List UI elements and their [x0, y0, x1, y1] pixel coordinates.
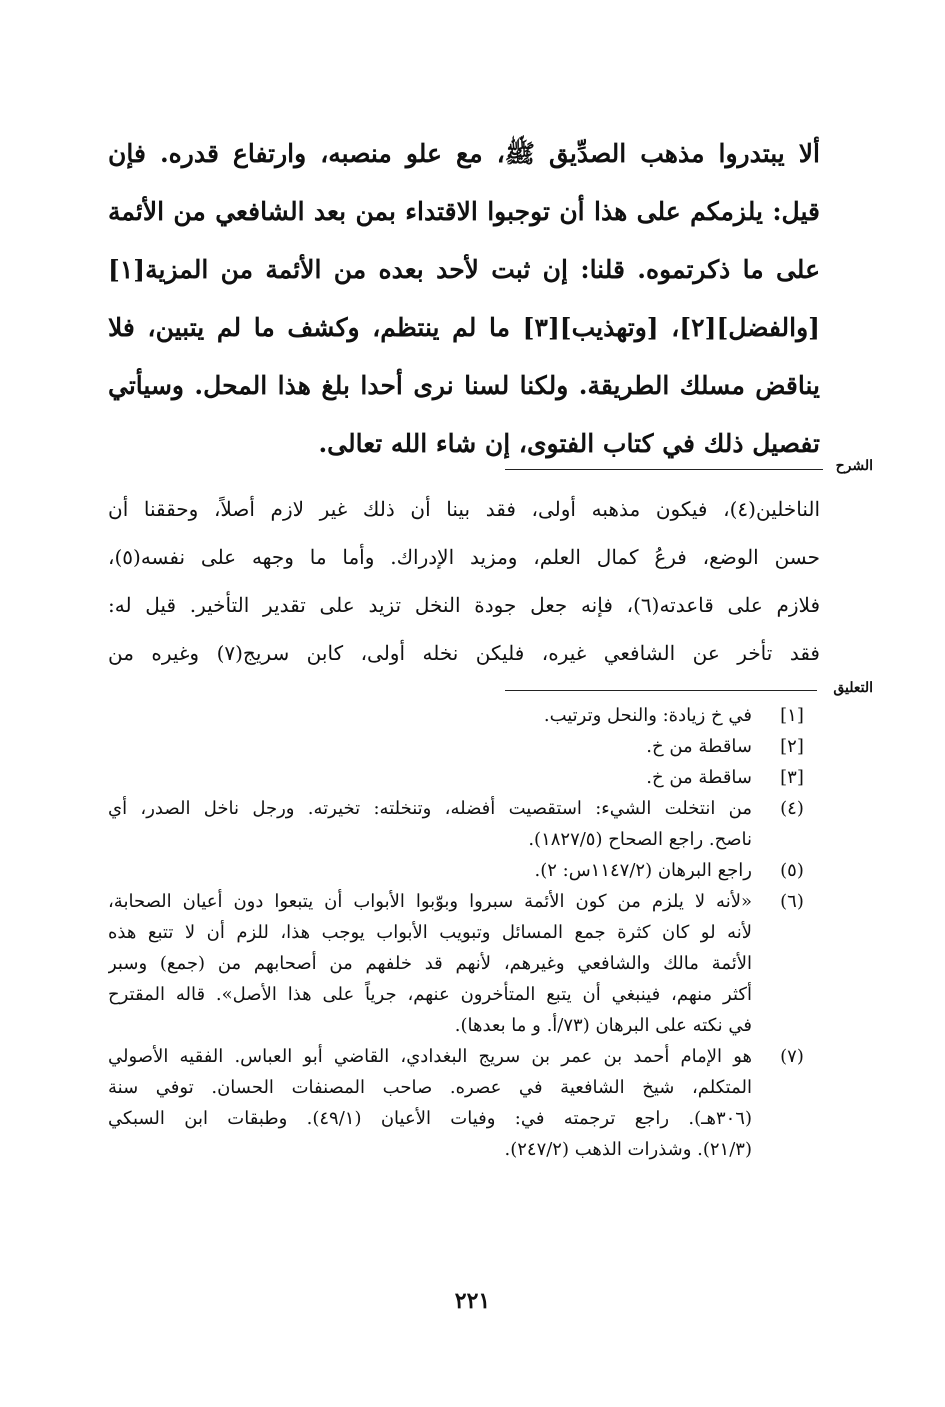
footnote-line: لأنه لو كان كثرة جمع المسائل وتبويب الأبواب يوجب هذا، للزم أن لا تتبع هذه	[108, 922, 752, 943]
footnote-line: ساقطة من خ.	[646, 736, 752, 757]
footnote-line: أكثر منهم، فينبغي أن يتبع المتأخرون عنهم، جرياً على هذا الأصل». قاله المقترح	[108, 984, 752, 1005]
footnote-marker: (٦)	[780, 891, 804, 912]
sharh-divider	[505, 469, 823, 470]
footnote-item	[108, 886, 820, 1041]
main-text-line: قيل: يلزمكم على هذا أن توجبوا الاقتداء بمن بعد الشافعي من الأئمة	[108, 197, 820, 226]
main-text-line: تفصيل ذلك في كتاب الفتوى، إن شاء الله تعالى.	[318, 429, 820, 458]
footnote-line: ساقطة من خ.	[646, 767, 752, 788]
footnote-item	[108, 855, 820, 886]
footnote-line: ناصح. راجع الصحاح (١٨٢٧/٥).	[528, 829, 752, 850]
footnote-line: راجع البرهان (١١٤٧/٢س: ٢).	[534, 860, 752, 881]
footnote-item	[108, 1041, 820, 1165]
footnote-line: في خ زيادة: والنحل وترتيب.	[543, 705, 752, 726]
sharh-text-block	[108, 485, 820, 677]
footnote-item	[108, 762, 820, 793]
sharh-text-line: الناخلين(٤)، فيكون مذهبه أولى، فقد بينا أن ذلك غير لازم أصلاً، وحققنا أن	[108, 497, 820, 521]
sharh-text-line: فلازم على قاعدته(٦)، فإنه جعل جودة النخل تزيد على تقدير التأخير. قيل له:	[108, 593, 820, 617]
sharh-text-line: فقد تأخر عن الشافعي غيره، فليكن نخله أولى، كابن سريج(٧) وغيره من	[108, 641, 820, 665]
page-number: ٢٢١	[454, 1288, 491, 1314]
taaliq-section-label: التعليق	[833, 680, 873, 696]
footnote-item	[108, 700, 820, 731]
main-text-line: يناقض مسلك الطريقة. ولكنا لسنا نرى أحدا بلغ هذا المحل. وسيأتي	[108, 371, 820, 400]
footnote-marker: (٤)	[780, 798, 804, 819]
footnote-marker: [١]	[780, 705, 804, 726]
footnote-line: (٣٠٦هـ). راجع ترجمته في: وفيات الأعيان (٤٩/١). وطبقات ابن السبكي	[108, 1108, 752, 1129]
footnote-line: في نكته على البرهان (٧٣/أ. و ما بعدها).	[454, 1015, 752, 1036]
sharh-section-label: الشرح	[835, 458, 873, 474]
footnote-marker: (٥)	[780, 860, 804, 881]
footnote-marker: [٣]	[780, 767, 804, 788]
footnote-marker: (٧)	[780, 1046, 804, 1067]
footnote-marker: [٢]	[780, 736, 804, 757]
footnote-line: هو الإمام أحمد بن عمر بن سريج البغدادي، القاضي أبو العباس. الفقيه الأصولي	[108, 1046, 752, 1067]
footnote-line: الأئمة مالك والشافعي وغيرهم، لأنهم قد خلفهم من أصحابهم من (جمع) وسبر	[108, 953, 752, 974]
taaliq-divider	[505, 690, 817, 691]
footnote-item	[108, 731, 820, 762]
footnotes-block	[108, 700, 820, 1165]
footnote-line: من انتخلت الشيء: استقصيت أفضله، وتنخلته: تخيرته. ورجل ناخل الصدر، أي	[108, 798, 752, 819]
footnote-line: (٢١/٣). وشذرات الذهب (٢٤٧/٢).	[504, 1139, 752, 1160]
footnote-line: «لأنه لا يلزم من كون الأئمة سبروا وبوّبوا الأبواب أن يتبعوا دون أعيان الصحابة،	[108, 891, 752, 912]
main-text-line: [والفضل][٢]، [وتهذيب][٣] ما لم ينتظم، وكشف ما لم يتبين، فلا	[108, 313, 820, 342]
main-text-block	[108, 125, 820, 473]
footnote-item	[108, 793, 820, 855]
main-text-line: على ما ذكرتموه. قلنا: إن ثبت لأحد بعده من الأئمة من المزية[١]	[108, 255, 820, 284]
sharh-text-line: حسن الوضع، فرعُ كمال العلم، ومزيد الإدراك. وأما ما وجهه على نفسه(٥)،	[108, 545, 820, 569]
footnote-line: المتكلم، شيخ الشافعية في عصره. صاحب المصنفات الحسان. توفي سنة	[108, 1077, 752, 1098]
main-text-line: ألا يبتدروا مذهب الصدِّيق ﷺ، مع علو منصبه، وارتفاع قدره. فإن	[108, 139, 820, 168]
